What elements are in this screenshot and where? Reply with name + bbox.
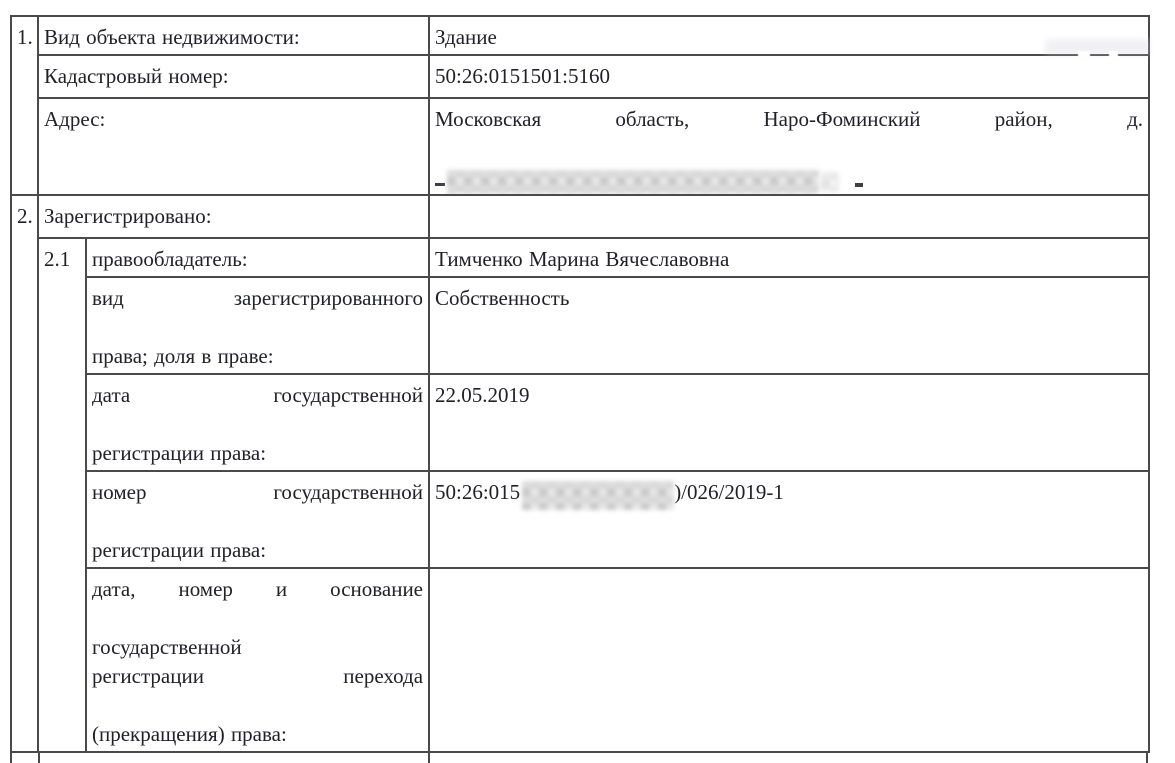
field-label-line: (прекращения) права: xyxy=(92,722,287,746)
table-border-stub xyxy=(38,753,40,763)
field-value-cell xyxy=(429,568,1149,752)
field-value: 22.05.2019 xyxy=(435,383,530,407)
scan-artifact xyxy=(1045,39,1150,55)
table-row xyxy=(11,277,1149,374)
field-value: Здание xyxy=(435,25,497,49)
redaction-blur xyxy=(447,170,819,194)
table-border-stub xyxy=(10,753,12,763)
table-row xyxy=(11,568,1149,752)
row-subnumber-cell xyxy=(38,238,86,752)
field-label-line: номер государственной xyxy=(92,480,424,504)
field-label: правообладатель: xyxy=(92,247,248,271)
field-label: Зарегистрировано: xyxy=(44,204,212,228)
row-number-cell xyxy=(11,16,38,195)
table-row xyxy=(11,16,1149,55)
scan-artifact xyxy=(1078,51,1090,57)
field-value: Тимченко Марина Вячеславовна xyxy=(435,247,730,271)
table-row xyxy=(11,55,1149,98)
field-value-cell xyxy=(429,16,1149,55)
field-value-cell xyxy=(429,98,1149,195)
field-value-prefix: 50:26:015 xyxy=(435,480,521,504)
field-label-line: дата, номер и основание xyxy=(92,577,424,601)
field-label-cell xyxy=(86,471,429,568)
table-row xyxy=(11,374,1149,471)
field-label-line: регистрации права: xyxy=(92,538,267,562)
table-row xyxy=(11,195,1149,238)
field-label: Вид объекта недвижимости: xyxy=(44,25,300,49)
table-row xyxy=(11,98,1149,195)
field-label-cell xyxy=(86,374,429,471)
field-value-cell xyxy=(429,55,1149,98)
field-label-line: вид зарегистрированного xyxy=(92,286,424,310)
field-label-line: права; доля в праве: xyxy=(92,344,274,368)
property-info-table xyxy=(10,15,1150,753)
field-label-line: регистрации перехода xyxy=(92,664,424,688)
field-label-cell xyxy=(86,277,429,374)
row-number: 1. xyxy=(17,25,33,49)
field-label-cell xyxy=(86,568,429,752)
redaction-blur xyxy=(522,481,674,510)
row-number-cell xyxy=(11,195,38,752)
field-label-line: дата государственной xyxy=(92,383,424,407)
field-value-cell xyxy=(429,374,1149,471)
redaction-fragment xyxy=(435,183,445,186)
field-value-suffix: )/026/2019-1 xyxy=(674,480,784,504)
field-label-line: государственной xyxy=(92,635,242,659)
field-label-cell xyxy=(38,195,429,238)
row-number: 2. xyxy=(17,204,33,228)
table-border-stub xyxy=(1146,753,1148,763)
field-label-cell xyxy=(86,238,429,277)
redaction-fragment xyxy=(855,183,863,187)
field-value-cell xyxy=(429,238,1149,277)
table-row xyxy=(11,238,1149,277)
table-border-stub xyxy=(428,753,430,763)
field-value-line: Московская область, Наро-Фоминский район, д. xyxy=(435,107,1144,131)
field-label-cell xyxy=(38,55,429,98)
field-label: Кадастровый номер: xyxy=(44,64,229,88)
field-value-cell xyxy=(429,471,1149,568)
address-redacted-line xyxy=(435,163,1143,192)
field-label: Адрес: xyxy=(44,107,106,131)
redaction-blur xyxy=(821,172,839,192)
row-number: 2.1 xyxy=(44,247,71,271)
field-value-cell xyxy=(429,195,1149,238)
truncated-next-row xyxy=(10,753,1148,763)
field-label-line: регистрации права: xyxy=(92,441,267,465)
field-value: Собственность xyxy=(435,286,570,310)
field-value: 50:26:0151501:5160 xyxy=(435,64,611,88)
scan-artifact xyxy=(1109,51,1118,57)
field-value-cell xyxy=(429,277,1149,374)
field-label-cell xyxy=(38,98,429,195)
table-row xyxy=(11,471,1149,568)
field-label-cell xyxy=(38,16,429,55)
egrn-extract-document xyxy=(10,15,1150,763)
